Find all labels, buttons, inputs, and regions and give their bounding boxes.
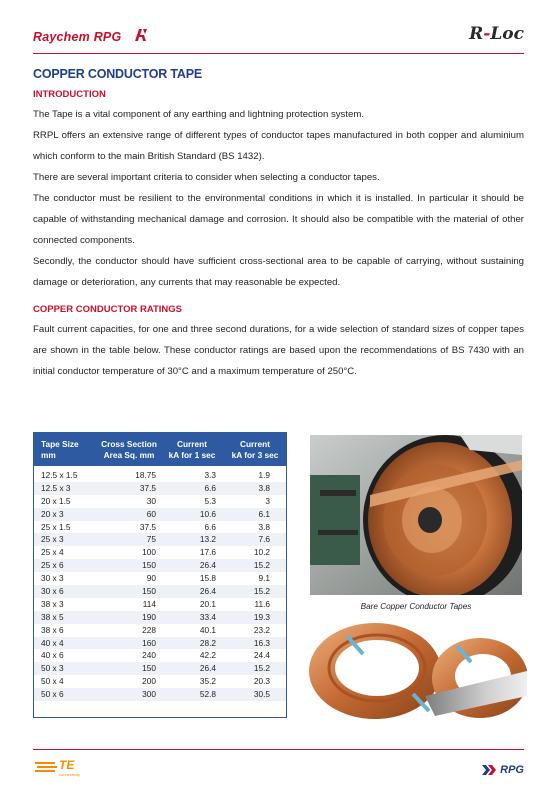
cell-current-3s: 6.1 <box>258 508 270 519</box>
rpg-chevrons-icon <box>482 765 496 775</box>
cell-cross-section: 30 <box>146 495 156 506</box>
conductor-ratings-table <box>33 432 287 718</box>
cell-current-1s: 17.6 <box>199 547 216 558</box>
cell-current-3s: 10.2 <box>253 547 270 558</box>
cell-current-3s: 30.5 <box>253 689 270 700</box>
r-loc-logo <box>469 24 524 44</box>
cell-cross-section: 240 <box>142 650 156 661</box>
table-row <box>34 624 286 637</box>
cell-current-1s: 13.2 <box>199 534 216 545</box>
cell-tape-size: 25 x 4 <box>41 547 64 558</box>
cell-current-3s: 20.3 <box>253 676 270 687</box>
cell-cross-section: 100 <box>142 547 156 558</box>
r-loc-loc: Loc <box>490 24 524 44</box>
rpg-footer-text: RPG <box>500 763 524 776</box>
copper-tape-coils-photo <box>305 616 527 731</box>
cell-tape-size: 25 x 6 <box>41 560 64 571</box>
ratings-paragraph: Fault current capacities, for one and three second durations, for a wide selection of standard sizes of copper tapes are shown in the table below. These conductor ratings are based upon the recommendations of BS 7430 with an initial conductor temperature of 30°C and a maximum temperature of 250°C. <box>33 324 524 377</box>
cell-current-1s: 26.4 <box>199 586 216 597</box>
cell-tape-size: 40 x 6 <box>41 650 64 661</box>
table-row <box>34 546 286 559</box>
te-connectivity-logo <box>35 758 95 780</box>
cell-cross-section: 300 <box>142 689 156 700</box>
intro-paragraph-5: Secondly, the conductor should have sufficient cross-sectional area to be capable of carrying, without sustaining damage or deterioration, any currents that may reasonable be expected. <box>33 256 524 288</box>
header-rule <box>33 53 524 54</box>
intro-paragraph-1: The Tape is a vital component of any earthing and lightning protection system. <box>33 109 365 120</box>
cell-cross-section: 228 <box>142 624 156 635</box>
cell-cross-section: 75 <box>146 534 156 545</box>
cell-current-1s: 20.1 <box>199 598 216 609</box>
cell-tape-size: 38 x 6 <box>41 624 64 635</box>
cell-current-1s: 35.2 <box>199 676 216 687</box>
cell-current-1s: 6.6 <box>204 482 216 493</box>
cell-current-3s: 15.2 <box>253 560 270 571</box>
cell-tape-size: 30 x 3 <box>41 573 64 584</box>
cell-current-1s: 42.2 <box>199 650 216 661</box>
brand-rpg: RPG <box>93 30 122 44</box>
cell-current-3s: 9.1 <box>258 573 270 584</box>
raychem-rpg-logo <box>33 30 121 44</box>
table-row <box>34 688 286 701</box>
rpg-footer-logo <box>482 761 524 775</box>
header-cross-section: Cross Section Area Sq. mm <box>101 438 157 460</box>
ratings-heading: COPPER CONDUCTOR RATINGS <box>33 304 183 315</box>
table-row <box>34 559 286 572</box>
cell-cross-section: 150 <box>142 560 156 571</box>
cell-cross-section: 190 <box>142 611 156 622</box>
cell-cross-section: 114 <box>142 598 156 609</box>
cell-current-1s: 28.2 <box>199 637 216 648</box>
cell-tape-size: 30 x 6 <box>41 586 64 597</box>
cell-cross-section: 37.5 <box>139 521 156 532</box>
cell-tape-size: 12.5 x 3 <box>41 482 71 493</box>
table-row <box>34 495 286 508</box>
cell-current-3s: 3 <box>265 495 270 506</box>
cell-current-3s: 3.8 <box>258 521 270 532</box>
rpg-mark-icon <box>133 27 149 43</box>
cell-current-1s: 33.4 <box>199 611 216 622</box>
cell-current-3s: 16.3 <box>253 637 270 648</box>
header-tape-size: Tape Size mm <box>41 438 79 460</box>
table-row <box>34 637 286 650</box>
copper-tape-reel-photo <box>310 435 522 595</box>
cell-cross-section: 160 <box>142 637 156 648</box>
cell-current-1s: 6.6 <box>204 521 216 532</box>
cell-current-1s: 52.8 <box>199 689 216 700</box>
table-row <box>34 533 286 546</box>
cell-tape-size: 38 x 3 <box>41 598 64 609</box>
cell-cross-section: 150 <box>142 586 156 597</box>
footer-rule <box>33 749 524 750</box>
table-row <box>34 508 286 521</box>
table-body <box>34 466 286 701</box>
table-row <box>34 469 286 482</box>
cell-current-3s: 7.6 <box>258 534 270 545</box>
intro-paragraph-2: RRPL offers an extensive range of different types of conductor tapes manufactured in both copper and aluminium which conform to the main British Standard (BS 1432). <box>33 130 524 162</box>
cell-current-3s: 23.2 <box>253 624 270 635</box>
cell-cross-section: 37.5 <box>139 482 156 493</box>
table-row <box>34 482 286 495</box>
cell-current-3s: 11.6 <box>254 598 270 609</box>
photo-caption: Bare Copper Conductor Tapes <box>360 602 472 611</box>
intro-paragraph-3: There are several important criteria to consider when selecting a conductor tapes. <box>33 172 380 183</box>
page-header <box>33 24 524 50</box>
cell-cross-section: 18.75 <box>135 470 156 480</box>
r-loc-dash: - <box>483 24 491 44</box>
cell-current-1s: 26.4 <box>199 663 216 674</box>
cell-cross-section: 90 <box>146 573 156 584</box>
cell-current-1s: 10.6 <box>199 508 216 519</box>
cell-tape-size: 38 x 5 <box>41 611 64 622</box>
te-logo-text: TE <box>59 758 75 772</box>
te-logo-subtext: connectivity <box>59 772 80 777</box>
header-current-3s: Current kA for 3 sec <box>231 438 279 460</box>
cell-current-3s: 19.3 <box>253 611 270 622</box>
page-title: COPPER CONDUCTOR TAPE <box>33 67 202 81</box>
r-loc-r: R <box>469 24 484 44</box>
table-row <box>34 585 286 598</box>
cell-current-3s: 1.9 <box>258 470 270 480</box>
cell-tape-size: 50 x 3 <box>41 663 64 674</box>
brand-raychem: Raychem <box>33 30 90 44</box>
intro-paragraph-4: The conductor must be resilient to the environmental conditions in which it is installed. In particular it should be capable of withstanding mechanical damage and corrosion. It should also be compatible with the material of other connected components. <box>33 193 524 246</box>
table-row <box>34 521 286 534</box>
cell-current-1s: 5.3 <box>204 495 216 506</box>
cell-current-3s: 15.2 <box>253 586 270 597</box>
table-row <box>34 675 286 688</box>
cell-current-3s: 15.2 <box>253 663 270 674</box>
introduction-heading: INTRODUCTION <box>33 89 106 100</box>
cell-cross-section: 60 <box>146 508 156 519</box>
cell-current-1s: 26.4 <box>199 560 216 571</box>
cell-tape-size: 20 x 1.5 <box>41 495 71 506</box>
cell-tape-size: 25 x 3 <box>41 534 64 545</box>
cell-cross-section: 200 <box>142 676 156 687</box>
cell-tape-size: 40 x 4 <box>41 637 64 648</box>
table-row <box>34 598 286 611</box>
cell-tape-size: 50 x 4 <box>41 676 64 687</box>
cell-tape-size: 25 x 1.5 <box>41 521 71 532</box>
cell-tape-size: 12.5 x 1.5 <box>41 470 78 480</box>
table-row <box>34 649 286 662</box>
cell-current-1s: 3.3 <box>204 470 216 480</box>
cell-tape-size: 20 x 3 <box>41 508 64 519</box>
table-row <box>34 572 286 585</box>
table-row <box>34 662 286 675</box>
cell-current-1s: 40.1 <box>199 624 216 635</box>
table-header <box>34 433 286 466</box>
cell-current-3s: 3.8 <box>258 482 270 493</box>
te-stripes-icon <box>35 761 57 773</box>
table-row <box>34 611 286 624</box>
cell-current-3s: 24.4 <box>253 650 270 661</box>
header-current-1s: Current kA for 1 sec <box>168 438 216 460</box>
cell-current-1s: 15.8 <box>199 573 216 584</box>
cell-tape-size: 50 x 6 <box>41 689 64 700</box>
cell-cross-section: 150 <box>142 663 156 674</box>
